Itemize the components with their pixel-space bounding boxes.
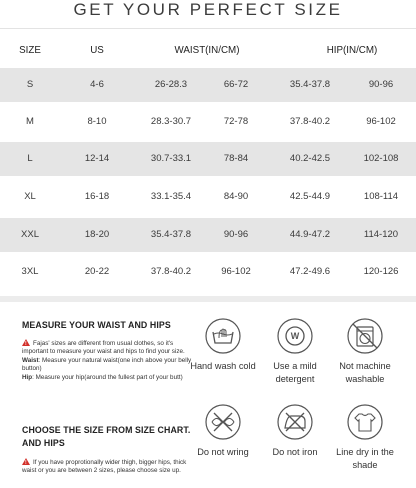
hip-text: : Measure your hip(around the fullest part of your butt) <box>32 373 183 381</box>
cell-us: 4-6 <box>90 79 104 90</box>
header-waist: WAIST(IN/CM) <box>174 45 240 56</box>
cell-us: 8-10 <box>87 116 107 127</box>
cell-waist-cm: 84-90 <box>223 191 249 202</box>
cell-size: 3XL <box>21 266 39 277</box>
cell-waist-in: 35.4-37.8 <box>150 229 192 240</box>
section-divider <box>0 296 416 302</box>
choose-heading: CHOOSE THE SIZE FROM SIZE CHART. AND HIPS <box>22 425 191 448</box>
cell-hip-cm: 90-96 <box>368 79 394 90</box>
do-not-iron-icon <box>277 404 313 440</box>
cell-waist-in: 37.8-40.2 <box>150 266 192 277</box>
cell-us: 16-18 <box>84 191 110 202</box>
cell-waist-cm: 72-78 <box>223 116 249 127</box>
page-title: GET YOUR PERFECT SIZE <box>73 0 343 19</box>
title-divider <box>0 28 416 29</box>
cell-size: M <box>26 116 34 127</box>
care-label-hand-wash: Hand wash cold <box>190 361 256 371</box>
cell-waist-in: 28.3-30.7 <box>150 116 192 127</box>
cell-hip-cm: 108-114 <box>363 191 399 202</box>
cell-hip-cm: 102-108 <box>363 153 399 164</box>
table-row <box>0 105 416 139</box>
cell-size: XL <box>24 191 36 202</box>
measure-note: Fajas' sizes are different from usual clothes, so it's important to measure your waist and hips to find your size. <box>22 340 185 356</box>
care-label-do-not-iron: Do not iron <box>272 447 318 457</box>
header-us: US <box>90 45 104 56</box>
table-row <box>0 180 416 214</box>
table-header-row <box>0 34 416 68</box>
cell-size: XXL <box>21 229 39 240</box>
cell-us: 20-22 <box>84 266 110 277</box>
cell-hip-in: 44.9-47.2 <box>289 229 331 240</box>
measure-heading: MEASURE YOUR WAIST AND HIPS <box>22 320 171 330</box>
warning-icon <box>22 339 30 346</box>
care-label-line-dry: Line dry in the shade <box>336 447 394 470</box>
no-machine-wash-icon <box>347 318 383 354</box>
care-label-do-not-wring: Do not wring <box>197 447 249 457</box>
waist-label: Waist <box>22 356 39 364</box>
waist-text: : Measure your natural waist(one inch above your belly button) <box>22 356 192 373</box>
cell-us: 12-14 <box>84 153 110 164</box>
care-label-mild-detergent: Use a mild detergent <box>273 361 317 384</box>
cell-hip-in: 37.8-40.2 <box>289 116 331 127</box>
do-not-wring-icon <box>205 404 241 440</box>
cell-waist-cm: 66-72 <box>223 79 249 90</box>
table-row <box>0 142 416 176</box>
cell-hip-in: 47.2-49.6 <box>289 266 331 277</box>
cell-waist-in: 33.1-35.4 <box>150 191 192 202</box>
hand-wash-icon <box>205 318 241 354</box>
table-row <box>0 218 416 252</box>
cell-hip-in: 35.4-37.8 <box>289 79 331 90</box>
cell-us: 18-20 <box>84 229 110 240</box>
hip-label: Hip <box>22 373 33 381</box>
cell-hip-cm: 120-126 <box>363 266 399 277</box>
header-hip: HIP(IN/CM) <box>326 45 378 56</box>
line-dry-shade-icon <box>347 404 383 440</box>
table-row <box>0 255 416 289</box>
choose-note: If you have proprotionally wider thigh, bigger hips, thick waist or you are between 2 sizes, please choose size up. <box>22 459 187 475</box>
cell-hip-cm: 96-102 <box>366 116 396 127</box>
cell-waist-cm: 90-96 <box>223 229 249 240</box>
header-size: SIZE <box>19 45 41 56</box>
cell-hip-cm: 114-120 <box>363 229 399 240</box>
measure-instructions <box>22 338 194 382</box>
cell-size: S <box>26 79 34 90</box>
cell-waist-in: 26-28.3 <box>154 79 188 90</box>
choose-instructions <box>22 457 194 476</box>
cell-waist-cm: 96-102 <box>221 266 251 277</box>
mild-detergent-icon <box>277 318 313 354</box>
cell-hip-in: 40.2-42.5 <box>289 153 331 164</box>
cell-hip-in: 42.5-44.9 <box>289 191 331 202</box>
cell-size: L <box>27 153 33 164</box>
table-row <box>0 68 416 102</box>
cell-waist-in: 30.7-33.1 <box>150 153 192 164</box>
care-label-no-machine-wash: Not machine washable <box>339 361 391 384</box>
cell-waist-cm: 78-84 <box>223 153 249 164</box>
warning-icon <box>22 458 30 465</box>
svg-text:W: W <box>290 331 300 341</box>
